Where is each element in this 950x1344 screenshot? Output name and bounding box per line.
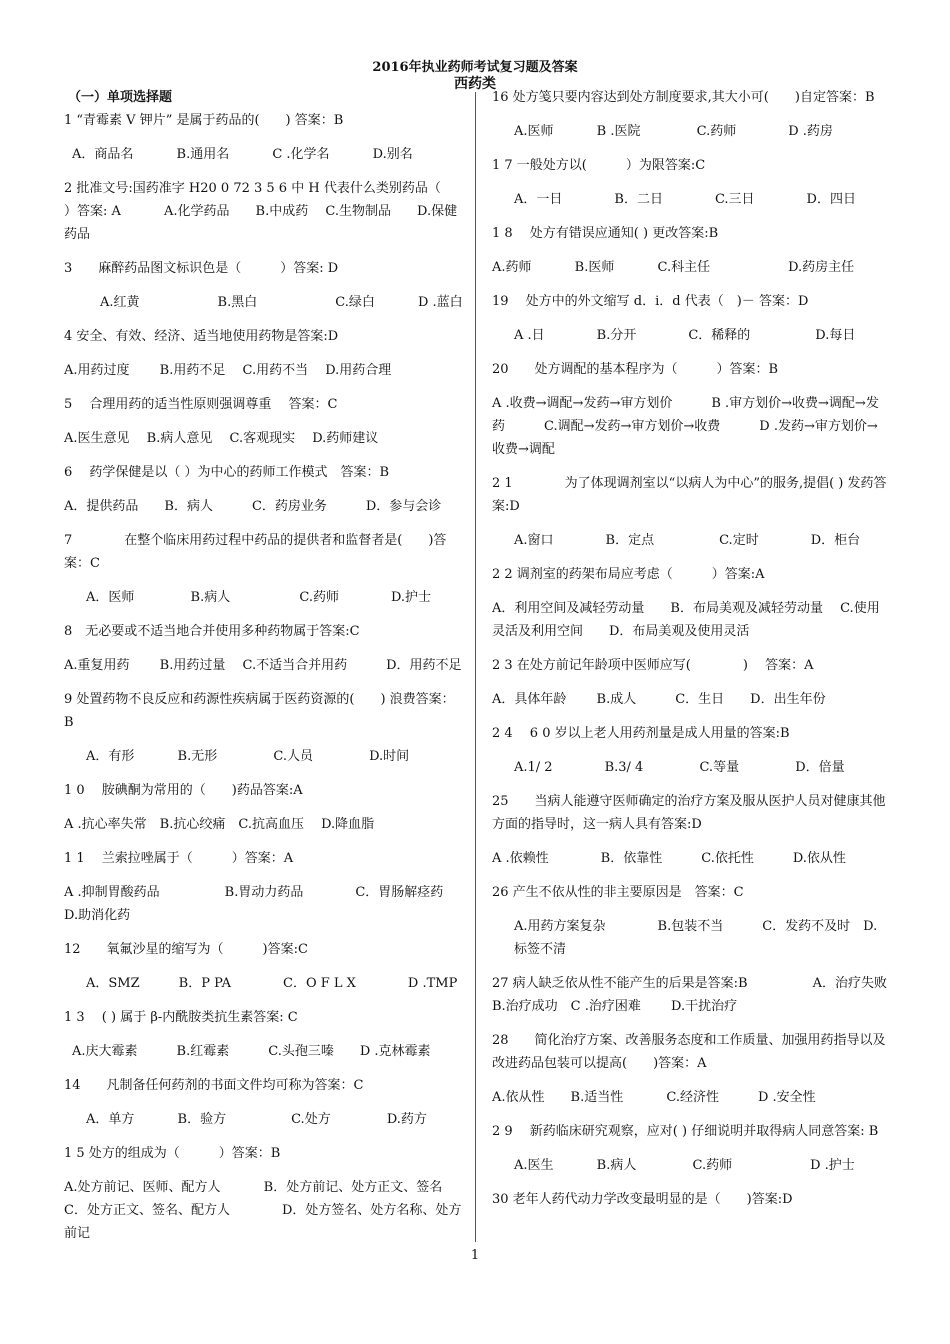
question-1: 1 “青霉素 V 钾片” 是属于药品的( ) 答案：B	[64, 113, 344, 128]
options-11: A .抑制胃酸药品 B.胃动力药品 C．胃肠解痉药 D.助消化药	[64, 885, 457, 923]
options-19: A .日 B.分开 C．稀释的 D.每日	[514, 328, 856, 343]
question-23: 2 3 在处方前记年龄项中医师应写( ) 答案：A	[492, 658, 814, 673]
section-heading: （一）单项选择题	[68, 90, 173, 105]
options-15: A.处方前记、医师、配方人 B．处方前记、处方正文、签名 C．处方正文、签名、配方人 D．处方签名、处方名称、处方前记	[64, 1180, 462, 1241]
options-10: A .抗心率失常 B.抗心绞痛 C.抗高血压 D.降血脂	[64, 817, 375, 832]
question-20: 20 处方调配的基本程序为（ ）答案：B	[492, 362, 779, 377]
options-25: A .依赖性 B．依靠性 C.依托性 D.依从性	[492, 851, 846, 866]
question-26: 26 产生不依从性的非主要原因是 答案：C	[492, 885, 744, 900]
question-28: 28 简化治疗方案、改善服务态度和工作质量、加强用药指导以及改进药品包装可以提高( )答案：A	[492, 1033, 886, 1071]
question-17: 1 7 一般处方以( ）为限答案:C	[492, 158, 706, 173]
left-column	[64, 86, 467, 1245]
question-2: 2 批准文号:国药准字 H20 0 72 3 5 6 中 H 代表什么类别药品（ ）答案: A A.化学药品 B.中成药 C.生物制品 D.保健药品	[64, 181, 467, 242]
question-19: 19 处方中的外文缩写 d．i．d 代表（ )－ 答案：D	[492, 294, 809, 309]
question-14: 14 凡制备任何药剂的书面文件均可称为答案：C	[64, 1078, 364, 1093]
question-29: 2 9 新药临床研究观察，应对( ) 仔细说明并取得病人同意答案: B	[492, 1124, 879, 1139]
options-6: A．提供药品 B．病人 C．药房业务 D．参与会诊	[64, 499, 442, 514]
question-5: 5 合理用药的适当性原则强调尊重 答案：C	[64, 397, 338, 412]
question-8: 8 无必要或不适当地合并使用多种药物属于答案:C	[64, 624, 360, 639]
question-21: 2 1 为了体现调剂室以“以病人为中心”的服务,提倡( ) 发药答案:D	[492, 476, 887, 514]
options-16: A.医师 B .医院 C.药师 D .药房	[514, 124, 833, 139]
options-12: A．SMZ B．P PA C．O F L X D .TMP	[86, 976, 458, 991]
question-13: 1 3 ( ) 属于 β-内酰胺类抗生素答案: C	[64, 1010, 298, 1025]
question-24: 2 4 6 0 岁以上老人用药剂量是成人用量的答案:B	[492, 726, 790, 741]
options-4: A.用药过度 B.用药不足 C.用药不当 D.用药合理	[64, 363, 392, 378]
options-3: A.红黄 B.黑白 C.绿白 D .蓝白	[100, 295, 463, 310]
options-1: A．商品名 B.通用名 C .化学名 D.别名	[72, 147, 413, 162]
options-9: A．有形 B.无形 C.人员 D.时间	[86, 749, 410, 764]
options-29: A.医生 B.病人 C.药师 D .护士	[514, 1158, 855, 1173]
question-7: 7 在整个临床用药过程中药品的提供者和监督者是( )答案：C	[64, 533, 447, 571]
question-9: 9 处置药物不良反应和药源性疾病属于医药资源的( ) 浪费答案：B	[64, 692, 455, 730]
question-11: 1 1 兰索拉唑属于（ ）答案：A	[64, 851, 294, 866]
question-4: 4 安全、有效、经济、适当地使用药物是答案:D	[64, 329, 339, 344]
question-3: 3 麻醉药品图文标识色是（ ）答案: D	[64, 261, 339, 276]
question-30: 30 老年人药代动力学改变最明显的是（ )答案:D	[492, 1192, 793, 1207]
options-18: A.药师 B.医师 C.科主任 D.药房主任	[492, 260, 855, 275]
options-21: A.窗口 B．定点 C.定时 D．柜台	[514, 533, 861, 548]
question-25: 25 当病人能遵守医师确定的治疗方案及服从医护人员对健康其他方面的指导时，这一病人具有答案:D	[492, 794, 886, 832]
options-5: A.医生意见 B.病人意见 C.客观现实 D.药师建议	[64, 431, 379, 446]
question-22: 2 2 调剂室的药架布局应考虑（ ）答案:A	[492, 567, 765, 582]
column-divider	[475, 92, 476, 1242]
options-26: A.用药方案复杂 B.包装不当 C．发药不及时 D.标签不清	[514, 919, 878, 957]
options-8: A.重复用药 B.用药过量 C.不适当合并用药 D．用药不足	[64, 658, 462, 673]
options-23: A．具体年龄 B.成人 C．生日 D．出生年份	[492, 692, 826, 707]
page-number: 1	[470, 1248, 480, 1263]
options-14: A．单方 B．验方 C.处方 D.药方	[86, 1112, 427, 1127]
document-title: 2016年执业药师考试复习题及答案	[372, 60, 578, 75]
options-24: A.1/ 2 B.3/ 4 C.等量 D．倍量	[514, 760, 845, 775]
question-12: 12 氧氟沙星的缩写为（ )答案:C	[64, 942, 308, 957]
document-subtitle: 西药类	[454, 76, 496, 92]
options-13: A.庆大霉素 B.红霉素 C.头孢三嗪 D .克林霉素	[72, 1044, 431, 1059]
question-27: 27 病人缺乏依从性不能产生的后果是答案:B A．治疗失败 B.治疗成功 C .治疗困难 D.干扰治疗	[492, 976, 901, 1014]
options-20: A .收费→调配→发药→审方划价 B .审方划价→收费→调配→发药 C.调配→发药→审方划价→收费 D .发药→审方划价→收费→调配	[492, 396, 879, 457]
question-10: 1 0 胺碘酮为常用的（ )药品答案:A	[64, 783, 303, 798]
question-15: 1 5 处方的组成为（ ）答案：B	[64, 1146, 281, 1161]
options-17: A．一日 B．二日 C.三日 D．四日	[514, 192, 856, 207]
right-column	[492, 86, 901, 1211]
options-28: A.依从性 B.适当性 C.经济性 D .安全性	[492, 1090, 816, 1105]
question-16: 16 处方笺只要内容达到处方制度要求,其大小可( )自定答案：B	[492, 90, 875, 105]
options-22: A．利用空间及减轻劳动量 B．布局美观及减轻劳动量 C.使用灵活及利用空间 D．布局美观及使用灵活	[492, 601, 880, 639]
options-7: A．医师 B.病人 C.药师 D.护士	[86, 590, 432, 605]
question-18: 1 8 处方有错误应通知( ) 更改答案:B	[492, 226, 719, 241]
question-6: 6 药学保健是以（ ）为中心的药师工作模式 答案：B	[64, 465, 390, 480]
